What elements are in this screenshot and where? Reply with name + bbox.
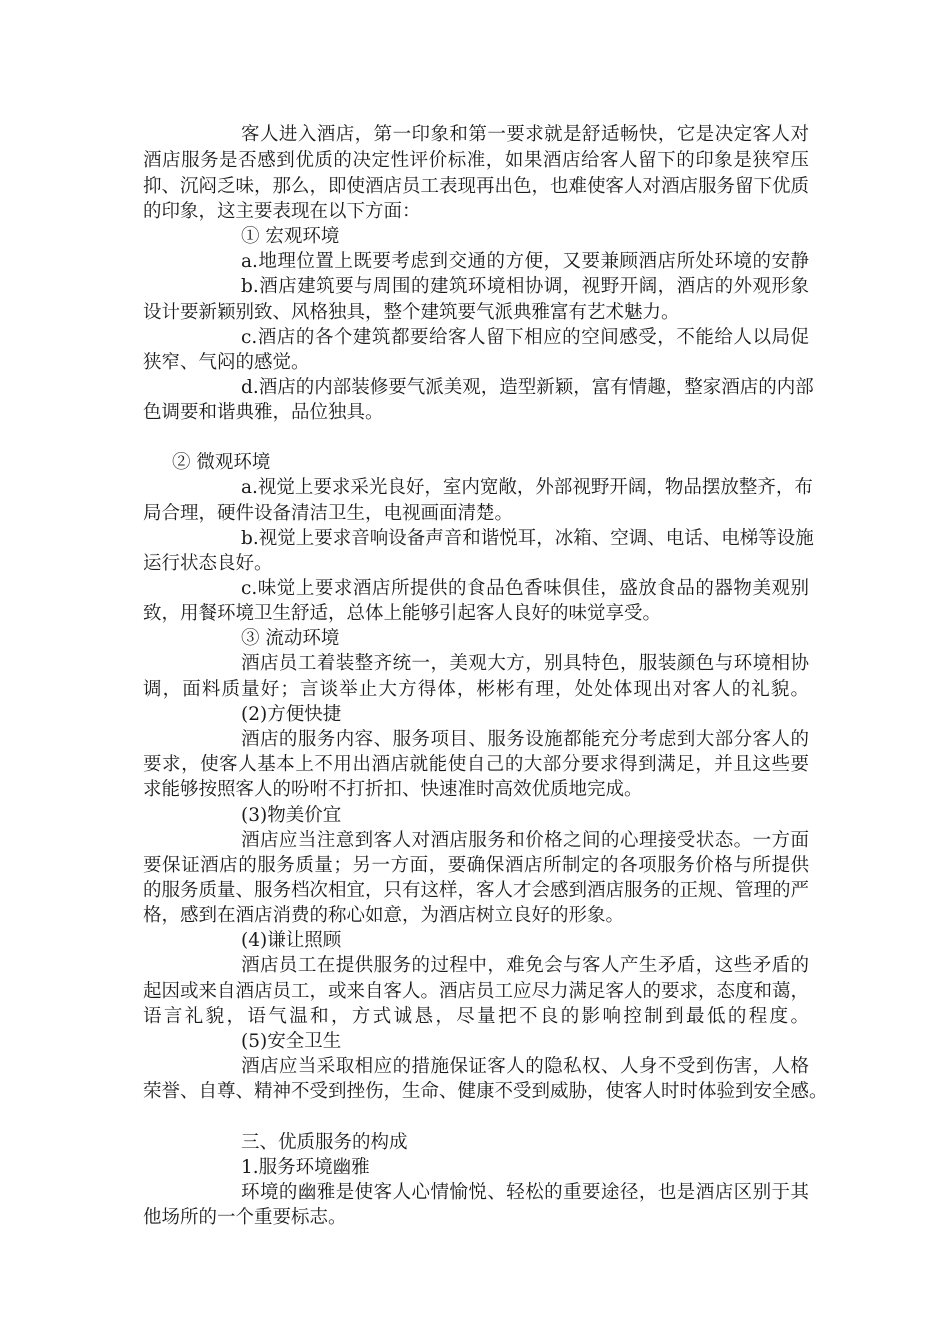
paragraph-line: 抑、沉闷乏味，那么，即使酒店员工表现再出色，也难使客人对酒店服务留下优质 — [143, 176, 810, 197]
paragraph-line: a.地理位置上既要考虑到交通的方便，又要兼顾酒店所处环境的安静 — [241, 251, 809, 272]
paragraph-line: 致，用餐环境卫生舒适，总体上能够引起客人良好的味觉享受。 — [143, 603, 662, 624]
section-heading: 三、优质服务的构成 — [241, 1132, 408, 1153]
paragraph-line: 环境的幽雅是使客人心情愉悦、轻松的重要途径，也是酒店区别于其 — [241, 1182, 809, 1203]
paragraph-line: c.味觉上要求酒店所提供的食品色香味俱佳，盛放食品的器物美观别 — [241, 578, 809, 599]
paragraph-line: 酒店应当注意到客人对酒店服务和价格之间的心理接受状态。一方面 — [241, 830, 809, 851]
paragraph-line: 的服务质量、服务档次相宜，只有这样，客人才会感到酒店服务的正规、管理的严 — [143, 880, 810, 901]
paragraph-line: 语言礼貌，语气温和，方式诚恳，尽量把不良的影响控制到最低的程度。 — [143, 1006, 809, 1027]
paragraph-line: 色调要和谐典雅，品位独具。 — [143, 402, 384, 423]
paragraph-line: b.视觉上要求音响设备声音和谐悦耳，冰箱、空调、电话、电梯等设施 — [241, 528, 814, 549]
section-heading: 1.服务环境幽雅 — [241, 1157, 370, 1178]
section-heading: ③ 流动环境 — [241, 628, 340, 649]
paragraph-line: 局合理，硬件设备清洁卫生，电视画面清楚。 — [143, 503, 514, 524]
paragraph-line: 起因或来自酒店员工，或来自客人。酒店员工应尽力满足客人的要求，态度和蔼， — [143, 981, 810, 1002]
paragraph-line: 的印象，这主要表现在以下方面： — [143, 201, 421, 222]
paragraph-line: 格，感到在酒店消费的称心如意，为酒店树立良好的形象。 — [143, 905, 625, 926]
paragraph-line: 调，面料质量好；言谈举止大方得体，彬彬有理，处处体现出对客人的礼貌。 — [143, 679, 809, 700]
section-heading: (5)安全卫生 — [241, 1031, 342, 1052]
paragraph-line: 设计要新颖别致、风格独具，整个建筑要气派典雅富有艺术魅力。 — [143, 302, 680, 323]
section-heading: (3)物美价宜 — [241, 805, 342, 826]
paragraph-line: 酒店应当采取相应的措施保证客人的隐私权、人身不受到伤害，人格 — [241, 1056, 809, 1077]
paragraph-line: 求能够按照客人的吩咐不打折扣、快速准时高效优质地完成。 — [143, 779, 643, 800]
paragraph-line: b.酒店建筑要与周围的建筑环境相协调，视野开阔，酒店的外观形象 — [241, 276, 809, 297]
paragraph-line: 酒店员工在提供服务的过程中，难免会与客人产生矛盾，这些矛盾的 — [241, 955, 809, 976]
section-heading: ① 宏观环境 — [241, 226, 340, 247]
paragraph-line: 荣誉、自尊、精神不受到挫伤，生命、健康不受到威胁，使客人时时体验到安全感。 — [143, 1081, 828, 1102]
paragraph-line: 他场所的一个重要标志。 — [143, 1207, 347, 1228]
paragraph-line: c.酒店的各个建筑都要给客人留下相应的空间感受，不能给人以局促 — [241, 327, 809, 348]
paragraph-line: a.视觉上要求采光良好，室内宽敞，外部视野开阔，物品摆放整齐，布 — [241, 477, 813, 498]
paragraph-line: 要求，使客人基本上不用出酒店就能使自己的大部分要求得到满足，并且这些要 — [143, 754, 809, 775]
section-heading: (4)谦让照顾 — [241, 930, 342, 951]
paragraph-line: d.酒店的内部装修要气派美观，造型新颖，富有情趣，整家酒店的内部 — [241, 377, 814, 398]
section-heading: (2)方便快捷 — [241, 704, 342, 725]
paragraph-line: 狭窄、气闷的感觉。 — [143, 352, 310, 373]
paragraph-line: 客人进入酒店，第一印象和第一要求就是舒适畅快，它是决定客人对 — [241, 124, 809, 145]
paragraph-line: 酒店的服务内容、服务项目、服务设施都能充分考虑到大部分客人的 — [241, 729, 809, 750]
paragraph-line: 运行状态良好。 — [143, 553, 273, 574]
paragraph-line: 酒店员工着装整齐统一，美观大方，别具特色，服装颜色与环境相协 — [241, 653, 809, 674]
section-heading: ② 微观环境 — [172, 452, 271, 473]
paragraph-line: 酒店服务是否感到优质的决定性评价标准，如果酒店给客人留下的印象是狭窄压 — [143, 150, 809, 171]
paragraph-line: 要保证酒店的服务质量；另一方面，要确保酒店所制定的各项服务价格与所提供 — [143, 855, 809, 876]
